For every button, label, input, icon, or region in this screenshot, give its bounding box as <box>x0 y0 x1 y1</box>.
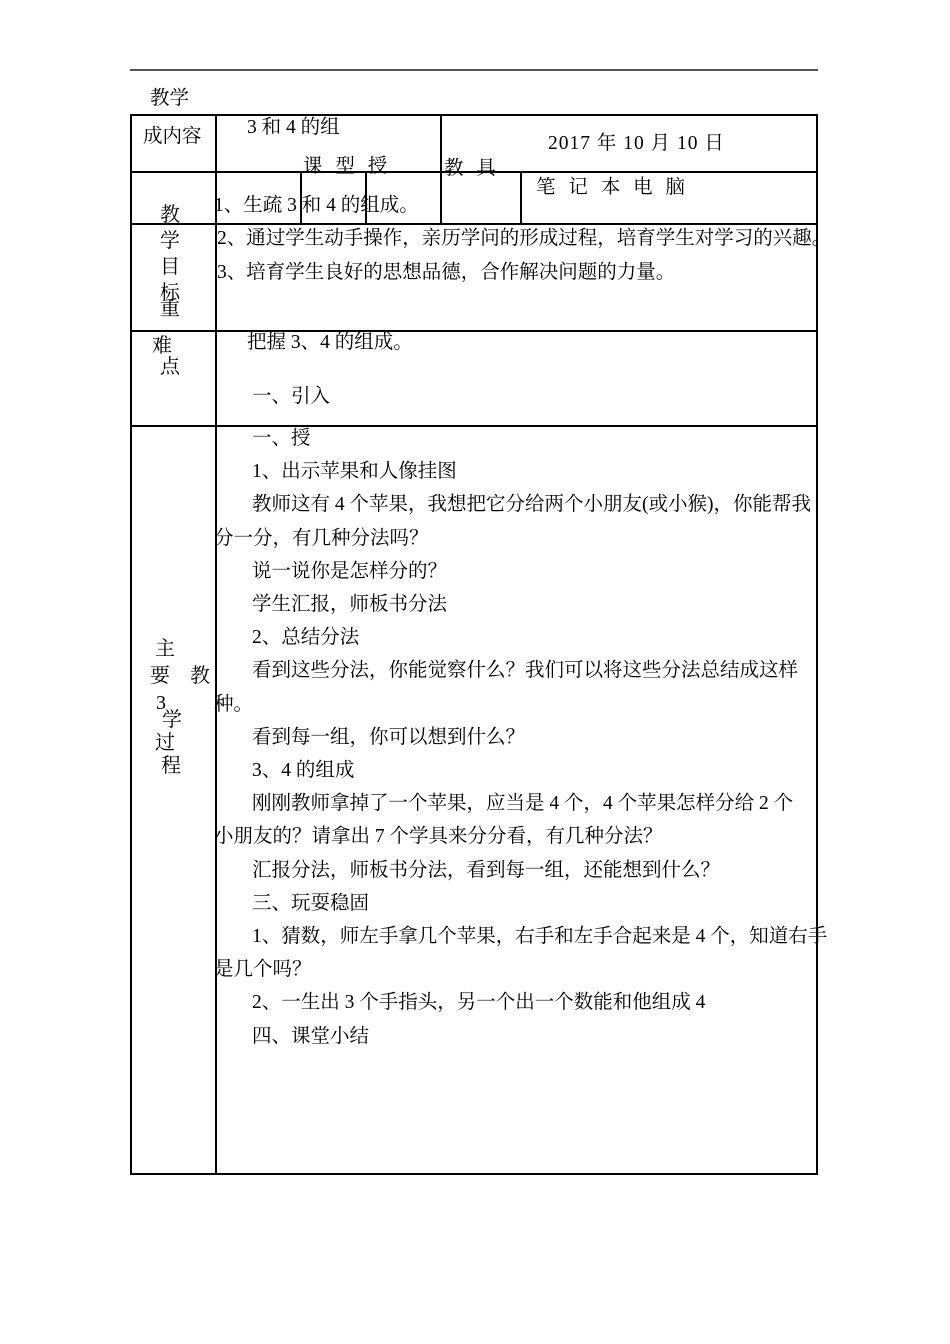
process-line-1: 1、出示苹果和人像挂图 <box>252 461 457 482</box>
process-label-line-0: 主 <box>155 638 175 660</box>
table-row-divider-4 <box>130 425 818 427</box>
teaching-aids-label: 教 具 <box>444 158 500 179</box>
lesson-title: 3 和 4 的组 <box>247 117 340 138</box>
process-line-7: 看到这些分法，你能觉察什么？我们可以将这些分法总结成这样 <box>252 660 799 681</box>
table-bottom-border <box>130 1173 818 1175</box>
process-label-line-5: 程 <box>161 755 181 777</box>
objective-item-2: 2、通过学生动手操作，亲历学问的形成过程，培育学生对学习的兴趣。 <box>217 228 832 249</box>
top-rule <box>130 69 818 71</box>
process-line-11: 刚刚教师拿掉了一个苹果，应当是 4 个，4 个苹果怎样分给 2 个 <box>252 793 794 814</box>
header-cell-label-line2: 成内容 <box>143 126 202 147</box>
table-right-border <box>816 114 818 1175</box>
header-cell-label-line1: 教学 <box>150 88 190 109</box>
process-line-9: 看到每一组，你可以想到什么？ <box>252 727 526 748</box>
process-line-14: 三、玩耍稳固 <box>252 893 370 914</box>
key-points-label-char-1: 难 <box>152 335 172 357</box>
objectives-label-char-0: 教 <box>160 204 180 226</box>
header-column-divider <box>440 114 442 223</box>
process-line-6: 2、总结分法 <box>252 627 360 648</box>
process-line-5: 学生汇报，师板书分法 <box>252 594 448 615</box>
objective-item-1: 1、生疏 3 和 4 的组成。 <box>214 195 419 216</box>
aids-column-divider <box>520 171 522 223</box>
objectives-label-char-2: 目 <box>160 256 180 278</box>
process-line-17: 2、一生出 3 个手指头，另一个出一个数能和他组成 4 <box>252 992 706 1013</box>
process-line-2: 教师这有 4 个苹果，我想把它分给两个小朋友(或小猴)，你能帮我 <box>252 494 811 515</box>
table-left-border <box>130 114 132 1175</box>
process-label-line-3: 学 <box>162 709 182 731</box>
objectives-label-char-1: 学 <box>160 230 180 252</box>
objective-item-3: 3、培育学生良好的思想品德，合作解决问题的力量。 <box>217 262 676 283</box>
process-line-16: 是几个吗？ <box>214 959 312 980</box>
process-line-15: 1、猜数，师左手拿几个苹果，右手和左手合起来是 4 个，知道右手 <box>252 926 828 947</box>
process-line-18: 四、课堂小结 <box>252 1026 370 1047</box>
objectives-label-char-3: 标 <box>160 282 180 304</box>
teaching-aids-value: 笔 记 本 电 脑 <box>536 177 690 198</box>
process-line-10: 3、4 的组成 <box>252 760 355 781</box>
lesson-type-label: 课 型 授 <box>303 156 392 177</box>
lesson-date: 2017 年 10 月 10 日 <box>548 133 725 154</box>
process-label-line-4: 过 <box>155 732 175 754</box>
process-line-3: 分一分，有几种分法吗？ <box>214 528 429 549</box>
process-label-line-1: 要 教 <box>150 665 210 687</box>
process-line-12: 小朋友的？请拿出 7 个学具来分分看，有几种分法？ <box>214 826 663 847</box>
table-row-divider-2 <box>130 223 818 225</box>
process-line-8: 种。 <box>214 694 254 715</box>
key-points-text: 把握 3、4 的组成。 <box>247 332 413 353</box>
table-row-divider-3 <box>130 330 818 332</box>
process-line-0: 一、授 <box>252 428 311 449</box>
process-line-13: 汇报分法，师板书分法，看到每一组，还能想到什么？ <box>252 860 721 881</box>
key-points-label-char-0: 重 <box>160 298 180 320</box>
process-label-line-2: 3 <box>156 692 166 714</box>
key-points-label-char-2: 点 <box>160 356 180 378</box>
table-top-border <box>130 114 818 116</box>
process-line-4: 说一说你是怎样分的？ <box>252 561 448 582</box>
intro-heading: 一、引入 <box>252 386 331 407</box>
